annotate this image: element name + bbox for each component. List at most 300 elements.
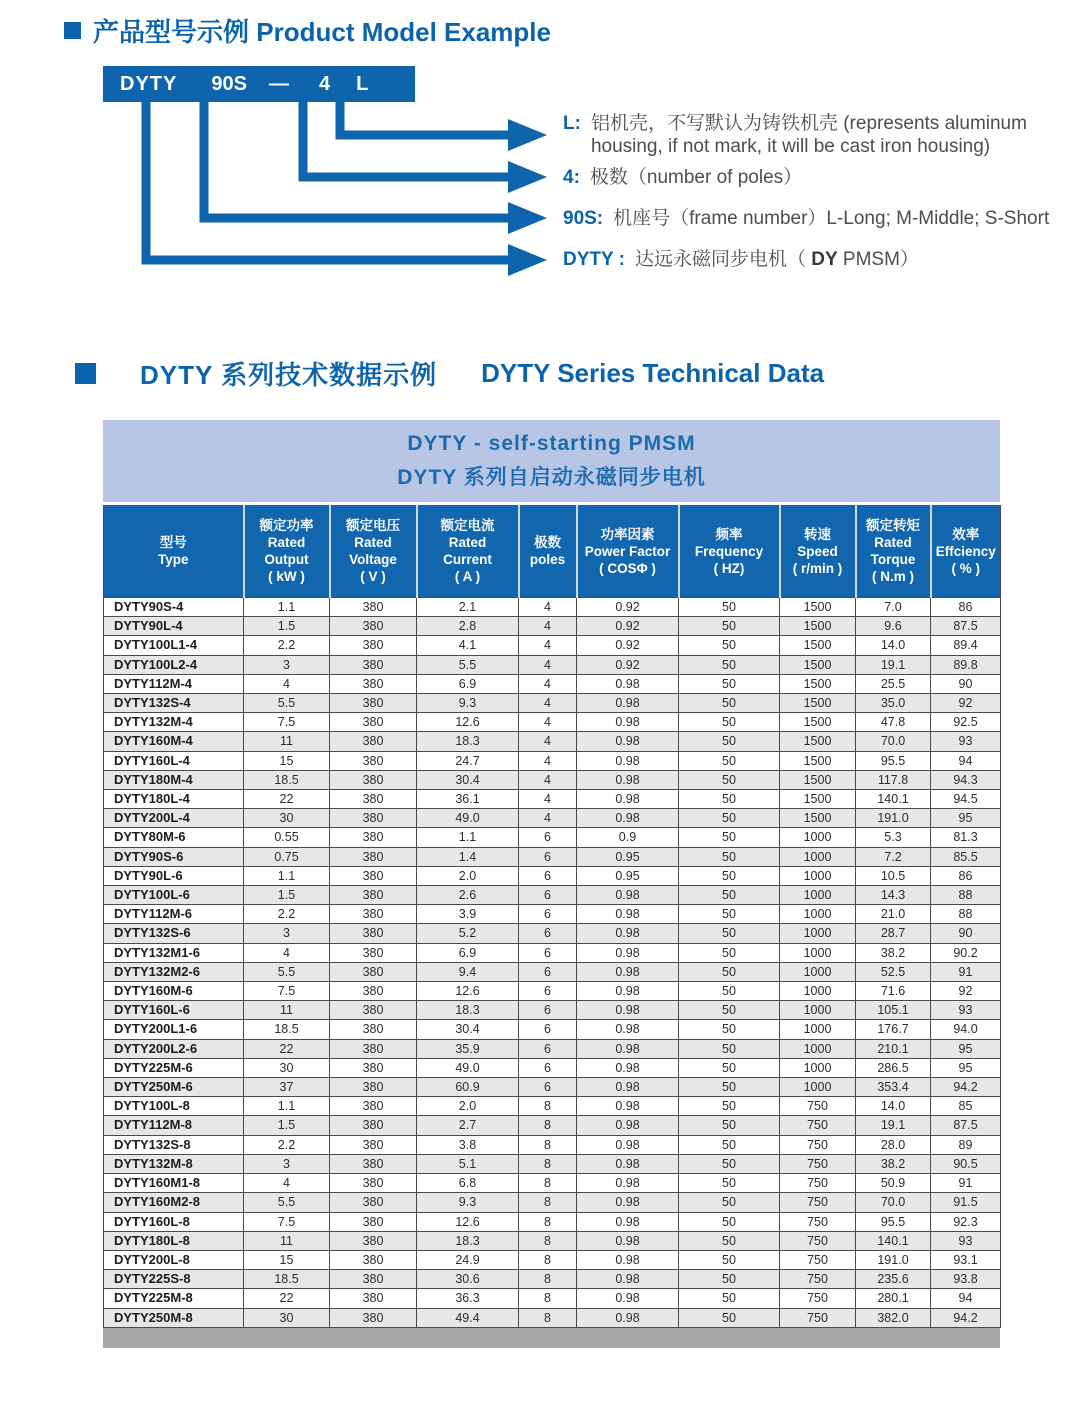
- value-cell: 0.98: [577, 1116, 679, 1135]
- value-cell: 50: [679, 751, 780, 770]
- model-type-cell: DYTY180M-4: [104, 770, 244, 789]
- value-cell: 2.2: [244, 905, 330, 924]
- value-cell: 8: [519, 1135, 577, 1154]
- value-cell: 47.8: [856, 713, 931, 732]
- value-cell: 1500: [780, 809, 856, 828]
- value-cell: 6: [519, 1001, 577, 1020]
- value-cell: 4: [244, 674, 330, 693]
- column-header: 频率 Frequency ( HZ): [679, 505, 780, 598]
- section1-title: [64, 12, 551, 49]
- value-cell: 50: [679, 828, 780, 847]
- value-cell: 50: [679, 1078, 780, 1097]
- value-cell: 0.98: [577, 1308, 679, 1327]
- value-cell: 380: [330, 751, 417, 770]
- value-cell: 50: [679, 905, 780, 924]
- value-cell: 6: [519, 962, 577, 981]
- table-row: [104, 982, 1001, 1001]
- value-cell: 105.1: [856, 1001, 931, 1020]
- value-cell: 3.8: [417, 1135, 519, 1154]
- table-header-row: [104, 505, 1001, 598]
- value-cell: 93: [931, 732, 1001, 751]
- legend-desc: 机座号（frame number）L-Long; M-Middle; S-Short: [613, 208, 1050, 229]
- value-cell: 4: [519, 694, 577, 713]
- value-cell: 94.2: [931, 1078, 1001, 1097]
- value-cell: 0.98: [577, 1097, 679, 1116]
- value-cell: 380: [330, 982, 417, 1001]
- value-cell: 18.5: [244, 1270, 330, 1289]
- value-cell: 380: [330, 1250, 417, 1269]
- value-cell: 50: [679, 1231, 780, 1250]
- value-cell: 50: [679, 1039, 780, 1058]
- technical-data-table: [103, 420, 1000, 1348]
- value-cell: 50: [679, 1154, 780, 1173]
- value-cell: 50: [679, 636, 780, 655]
- value-cell: 1500: [780, 598, 856, 617]
- value-cell: 7.5: [244, 713, 330, 732]
- value-cell: 750: [780, 1212, 856, 1231]
- value-cell: 8: [519, 1270, 577, 1289]
- table-footer-bar: [103, 1328, 1000, 1348]
- value-cell: 91.5: [931, 1193, 1001, 1212]
- value-cell: 4: [519, 770, 577, 789]
- table-row: [104, 1289, 1001, 1308]
- section2-title-cn: DYTY 系列技术数据示例: [140, 360, 438, 390]
- value-cell: 4.1: [417, 636, 519, 655]
- value-cell: 0.98: [577, 982, 679, 1001]
- legend-row-poles: [563, 166, 802, 189]
- table-row: [104, 770, 1001, 789]
- value-cell: 380: [330, 674, 417, 693]
- value-cell: 94.0: [931, 1020, 1001, 1039]
- table-row: [104, 1212, 1001, 1231]
- model-type-cell: DYTY132M-4: [104, 713, 244, 732]
- value-cell: 0.98: [577, 924, 679, 943]
- value-cell: 8: [519, 1212, 577, 1231]
- value-cell: 25.5: [856, 674, 931, 693]
- table-row: [104, 655, 1001, 674]
- value-cell: 21.0: [856, 905, 931, 924]
- table-row: [104, 924, 1001, 943]
- value-cell: 140.1: [856, 790, 931, 809]
- legend-key: 90S:: [563, 208, 604, 229]
- value-cell: 2.1: [417, 598, 519, 617]
- value-cell: 8: [519, 1250, 577, 1269]
- value-cell: 1500: [780, 617, 856, 636]
- table-body: [104, 598, 1001, 1328]
- value-cell: 14.0: [856, 636, 931, 655]
- value-cell: 3: [244, 1154, 330, 1173]
- value-cell: 22: [244, 1039, 330, 1058]
- value-cell: 0.92: [577, 598, 679, 617]
- table-row: [104, 617, 1001, 636]
- value-cell: 380: [330, 790, 417, 809]
- value-cell: 750: [780, 1174, 856, 1193]
- value-cell: 0.98: [577, 1174, 679, 1193]
- value-cell: 6: [519, 1039, 577, 1058]
- model-type-cell: DYTY180L-8: [104, 1231, 244, 1250]
- table-title-band: [103, 420, 1000, 505]
- value-cell: 1500: [780, 674, 856, 693]
- value-cell: 95: [931, 1058, 1001, 1077]
- value-cell: 91: [931, 1174, 1001, 1193]
- value-cell: 0.98: [577, 694, 679, 713]
- square-bullet-icon: [64, 22, 81, 39]
- value-cell: 22: [244, 790, 330, 809]
- value-cell: 8: [519, 1193, 577, 1212]
- value-cell: 380: [330, 1289, 417, 1308]
- model-type-cell: DYTY132M-8: [104, 1154, 244, 1173]
- model-type-cell: DYTY90L-4: [104, 617, 244, 636]
- value-cell: 2.2: [244, 1135, 330, 1154]
- table-row: [104, 1270, 1001, 1289]
- table-row: [104, 1250, 1001, 1269]
- value-cell: 5.3: [856, 828, 931, 847]
- square-bullet-icon: [75, 363, 96, 384]
- model-type-cell: DYTY200L-4: [104, 809, 244, 828]
- value-cell: 750: [780, 1154, 856, 1173]
- model-type-cell: DYTY160L-8: [104, 1212, 244, 1231]
- table-row: [104, 1135, 1001, 1154]
- model-type-cell: DYTY100L1-4: [104, 636, 244, 655]
- value-cell: 8: [519, 1308, 577, 1327]
- value-cell: 286.5: [856, 1058, 931, 1077]
- value-cell: 92: [931, 694, 1001, 713]
- value-cell: 140.1: [856, 1231, 931, 1250]
- value-cell: 0.55: [244, 828, 330, 847]
- value-cell: 92.3: [931, 1212, 1001, 1231]
- model-part-dash: —: [268, 72, 289, 95]
- value-cell: 2.8: [417, 617, 519, 636]
- model-type-cell: DYTY200L-8: [104, 1250, 244, 1269]
- value-cell: 50: [679, 886, 780, 905]
- table-row: [104, 713, 1001, 732]
- model-type-cell: DYTY112M-4: [104, 674, 244, 693]
- value-cell: 15: [244, 751, 330, 770]
- value-cell: 0.98: [577, 1250, 679, 1269]
- value-cell: 380: [330, 636, 417, 655]
- table-row: [104, 886, 1001, 905]
- value-cell: 90.2: [931, 943, 1001, 962]
- legend-desc: 极数（number of poles）: [589, 167, 803, 188]
- value-cell: 0.98: [577, 1078, 679, 1097]
- value-cell: 4: [519, 598, 577, 617]
- value-cell: 19.1: [856, 655, 931, 674]
- value-cell: 380: [330, 924, 417, 943]
- model-part-poles: 4: [318, 72, 331, 95]
- value-cell: 0.98: [577, 790, 679, 809]
- value-cell: 11: [244, 1001, 330, 1020]
- value-cell: 750: [780, 1097, 856, 1116]
- table-row: [104, 751, 1001, 770]
- value-cell: 1000: [780, 924, 856, 943]
- value-cell: 8: [519, 1231, 577, 1250]
- value-cell: 22: [244, 1289, 330, 1308]
- value-cell: 1500: [780, 770, 856, 789]
- value-cell: 4: [519, 617, 577, 636]
- value-cell: 6: [519, 866, 577, 885]
- legend-row-frame: [563, 207, 1049, 230]
- value-cell: 235.6: [856, 1270, 931, 1289]
- value-cell: 382.0: [856, 1308, 931, 1327]
- model-type-cell: DYTY180L-4: [104, 790, 244, 809]
- value-cell: 380: [330, 847, 417, 866]
- value-cell: 8: [519, 1097, 577, 1116]
- value-cell: 70.0: [856, 732, 931, 751]
- value-cell: 93.8: [931, 1270, 1001, 1289]
- value-cell: 30.4: [417, 1020, 519, 1039]
- value-cell: 1500: [780, 655, 856, 674]
- value-cell: 380: [330, 598, 417, 617]
- value-cell: 14.3: [856, 886, 931, 905]
- value-cell: 380: [330, 809, 417, 828]
- model-type-cell: DYTY100L-6: [104, 886, 244, 905]
- table-row: [104, 866, 1001, 885]
- value-cell: 0.98: [577, 1193, 679, 1212]
- value-cell: 6: [519, 847, 577, 866]
- column-header: 极数 poles: [519, 505, 577, 598]
- value-cell: 380: [330, 770, 417, 789]
- table-row: [104, 1116, 1001, 1135]
- value-cell: 5.2: [417, 924, 519, 943]
- value-cell: 750: [780, 1250, 856, 1269]
- value-cell: 2.6: [417, 886, 519, 905]
- value-cell: 7.5: [244, 1212, 330, 1231]
- table-row: [104, 598, 1001, 617]
- value-cell: 380: [330, 713, 417, 732]
- value-cell: 176.7: [856, 1020, 931, 1039]
- value-cell: 50: [679, 924, 780, 943]
- table-row: [104, 732, 1001, 751]
- legend-key: DYTY :: [563, 249, 625, 270]
- value-cell: 95: [931, 1039, 1001, 1058]
- value-cell: 0.98: [577, 732, 679, 751]
- value-cell: 50: [679, 674, 780, 693]
- value-cell: 50: [679, 962, 780, 981]
- value-cell: 1000: [780, 886, 856, 905]
- value-cell: 210.1: [856, 1039, 931, 1058]
- table-row: [104, 694, 1001, 713]
- value-cell: 0.98: [577, 1231, 679, 1250]
- table-row: [104, 962, 1001, 981]
- value-cell: 380: [330, 1135, 417, 1154]
- value-cell: 6.8: [417, 1174, 519, 1193]
- section2-title: [75, 355, 824, 392]
- column-header: 转速 Speed ( r/min ): [780, 505, 856, 598]
- model-type-cell: DYTY132S-6: [104, 924, 244, 943]
- value-cell: 380: [330, 962, 417, 981]
- model-type-cell: DYTY225M-8: [104, 1289, 244, 1308]
- value-cell: 6.9: [417, 674, 519, 693]
- value-cell: 9.3: [417, 694, 519, 713]
- value-cell: 95.5: [856, 1212, 931, 1231]
- value-cell: 4: [519, 751, 577, 770]
- model-type-cell: DYTY132M2-6: [104, 962, 244, 981]
- value-cell: 50: [679, 1020, 780, 1039]
- value-cell: 750: [780, 1231, 856, 1250]
- value-cell: 1.1: [417, 828, 519, 847]
- value-cell: 18.5: [244, 770, 330, 789]
- value-cell: 4: [519, 655, 577, 674]
- value-cell: 12.6: [417, 713, 519, 732]
- value-cell: 380: [330, 617, 417, 636]
- value-cell: 750: [780, 1289, 856, 1308]
- value-cell: 1.5: [244, 886, 330, 905]
- value-cell: 19.1: [856, 1116, 931, 1135]
- value-cell: 2.0: [417, 866, 519, 885]
- arrow-right-icon: [508, 119, 547, 151]
- value-cell: 380: [330, 1116, 417, 1135]
- value-cell: 2.7: [417, 1116, 519, 1135]
- value-cell: 0.95: [577, 847, 679, 866]
- value-cell: 90: [931, 674, 1001, 693]
- value-cell: 94.3: [931, 770, 1001, 789]
- model-type-cell: DYTY160M1-8: [104, 1174, 244, 1193]
- model-type-cell: DYTY200L2-6: [104, 1039, 244, 1058]
- value-cell: 37: [244, 1078, 330, 1097]
- value-cell: 3.9: [417, 905, 519, 924]
- value-cell: 0.98: [577, 1020, 679, 1039]
- value-cell: 0.98: [577, 770, 679, 789]
- value-cell: 380: [330, 886, 417, 905]
- model-callout-connectors: [100, 98, 570, 283]
- value-cell: 380: [330, 1231, 417, 1250]
- value-cell: 88: [931, 905, 1001, 924]
- value-cell: 94.2: [931, 1308, 1001, 1327]
- value-cell: 0.75: [244, 847, 330, 866]
- value-cell: 18.3: [417, 732, 519, 751]
- value-cell: 9.4: [417, 962, 519, 981]
- model-type-cell: DYTY112M-8: [104, 1116, 244, 1135]
- value-cell: 8: [519, 1116, 577, 1135]
- value-cell: 50: [679, 1308, 780, 1327]
- value-cell: 1000: [780, 1001, 856, 1020]
- value-cell: 90.5: [931, 1154, 1001, 1173]
- value-cell: 50: [679, 713, 780, 732]
- value-cell: 1000: [780, 1058, 856, 1077]
- model-type-cell: DYTY160L-6: [104, 1001, 244, 1020]
- value-cell: 1000: [780, 982, 856, 1001]
- value-cell: 89.8: [931, 655, 1001, 674]
- value-cell: 6: [519, 924, 577, 943]
- value-cell: 750: [780, 1135, 856, 1154]
- value-cell: 1.1: [244, 1097, 330, 1116]
- value-cell: 50: [679, 1270, 780, 1289]
- value-cell: 380: [330, 732, 417, 751]
- value-cell: 9.3: [417, 1193, 519, 1212]
- value-cell: 1000: [780, 847, 856, 866]
- value-cell: 117.8: [856, 770, 931, 789]
- value-cell: 30.4: [417, 770, 519, 789]
- value-cell: 11: [244, 732, 330, 751]
- value-cell: 1000: [780, 943, 856, 962]
- value-cell: 50: [679, 1289, 780, 1308]
- table-row: [104, 943, 1001, 962]
- model-type-cell: DYTY100L-8: [104, 1097, 244, 1116]
- value-cell: 50: [679, 1116, 780, 1135]
- value-cell: 4: [519, 636, 577, 655]
- value-cell: 50: [679, 982, 780, 1001]
- legend-desc-suffix: PMSM）: [837, 249, 919, 270]
- value-cell: 5.5: [244, 694, 330, 713]
- value-cell: 6: [519, 828, 577, 847]
- value-cell: 1000: [780, 1039, 856, 1058]
- value-cell: 50: [679, 847, 780, 866]
- value-cell: 81.3: [931, 828, 1001, 847]
- section1-title-cn: 产品型号示例: [93, 17, 250, 47]
- value-cell: 4: [519, 713, 577, 732]
- value-cell: 8: [519, 1154, 577, 1173]
- value-cell: 0.98: [577, 809, 679, 828]
- value-cell: 36.3: [417, 1289, 519, 1308]
- value-cell: 5.5: [244, 1193, 330, 1212]
- model-type-cell: DYTY250M-8: [104, 1308, 244, 1327]
- table-title-line2: DYTY 系列自启动永磁同步电机: [397, 465, 706, 489]
- model-part-frame: 90S: [211, 72, 247, 95]
- value-cell: 380: [330, 1097, 417, 1116]
- value-cell: 280.1: [856, 1289, 931, 1308]
- value-cell: 7.5: [244, 982, 330, 1001]
- model-type-cell: DYTY200L1-6: [104, 1020, 244, 1039]
- value-cell: 50: [679, 1193, 780, 1212]
- value-cell: 91: [931, 962, 1001, 981]
- value-cell: 30: [244, 809, 330, 828]
- model-type-cell: DYTY90L-6: [104, 866, 244, 885]
- value-cell: 0.98: [577, 905, 679, 924]
- value-cell: 380: [330, 943, 417, 962]
- value-cell: 11: [244, 1231, 330, 1250]
- value-cell: 36.1: [417, 790, 519, 809]
- value-cell: 7.0: [856, 598, 931, 617]
- value-cell: 2.0: [417, 1097, 519, 1116]
- value-cell: 380: [330, 1020, 417, 1039]
- value-cell: 1500: [780, 694, 856, 713]
- legend-row-series: [563, 248, 919, 271]
- value-cell: 4: [519, 732, 577, 751]
- table-row: [104, 1308, 1001, 1327]
- value-cell: 0.92: [577, 617, 679, 636]
- value-cell: 24.7: [417, 751, 519, 770]
- value-cell: 71.6: [856, 982, 931, 1001]
- value-cell: 0.98: [577, 751, 679, 770]
- value-cell: 6.9: [417, 943, 519, 962]
- value-cell: 50: [679, 598, 780, 617]
- value-cell: 15: [244, 1250, 330, 1269]
- value-cell: 8: [519, 1174, 577, 1193]
- value-cell: 92.5: [931, 713, 1001, 732]
- value-cell: 94: [931, 1289, 1001, 1308]
- table-row: [104, 1174, 1001, 1193]
- value-cell: 93.1: [931, 1250, 1001, 1269]
- value-cell: 50.9: [856, 1174, 931, 1193]
- value-cell: 52.5: [856, 962, 931, 981]
- value-cell: 35.9: [417, 1039, 519, 1058]
- value-cell: 50: [679, 770, 780, 789]
- value-cell: 4: [519, 674, 577, 693]
- value-cell: 49.4: [417, 1308, 519, 1327]
- value-cell: 24.9: [417, 1250, 519, 1269]
- value-cell: 89: [931, 1135, 1001, 1154]
- legend-desc-prefix: 达远永磁同步电机（: [634, 249, 812, 270]
- value-cell: 50: [679, 1250, 780, 1269]
- value-cell: 7.2: [856, 847, 931, 866]
- model-type-cell: DYTY250M-6: [104, 1078, 244, 1097]
- value-cell: 1000: [780, 866, 856, 885]
- value-cell: 0.98: [577, 1289, 679, 1308]
- value-cell: 1500: [780, 713, 856, 732]
- model-type-cell: DYTY90S-6: [104, 847, 244, 866]
- legend-row-housing: [563, 112, 1043, 158]
- value-cell: 750: [780, 1308, 856, 1327]
